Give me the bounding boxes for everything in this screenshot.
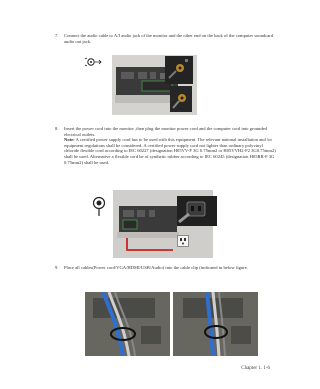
step-number: 9.: [55, 265, 59, 270]
audio-jack-detail-photo-2: [170, 86, 192, 112]
note-text: A certified power supply cord has to be used with this equipment. The relevant national installation and /or equipment regulations shall be considered. A certified power supply cord not lighter than ordinary polyvinyl chloride flexible cord according to IEC 60227 (designation H05VV-F 3G 0.75mm2 or H05VVH2-F2 3G0.75mm2) shall be used. Alternative a flexible cord be of synthetic rubber according to IEC 60245 (designation H05RR-F 3G 0.75mm2) shall be used.: [64, 137, 276, 165]
step-9: [55, 265, 276, 271]
wall-outlet-icon: [177, 235, 189, 247]
step-text: Place all cables(Power cord/VGA/HDMI/USB/Audio) into the cable clip (indicated in below figure.: [64, 265, 248, 270]
page-footer: Chapter 1. 1-6: [241, 366, 270, 371]
step-8: [55, 126, 276, 165]
step-7: [55, 33, 276, 44]
cable-clip-photo-1: [85, 292, 170, 356]
note-label: Note:: [64, 137, 75, 143]
step-number: 8.: [55, 126, 59, 131]
power-socket-detail-photo: [177, 196, 217, 226]
step-text: Insert the power cord into the monitor ,then plug the monitor power cord and the computer cord into grounded electrical outlets.: [64, 126, 267, 137]
step-number: 7.: [55, 33, 59, 38]
step-text: Connect the audio cable to A/I audio jack of the monitor and the other end on the back of the computer soundcard audio out jack.: [64, 33, 274, 44]
headphone-plug-icon: [84, 56, 106, 68]
cable-clip-photo-2: [173, 292, 258, 356]
note-paragraph: [64, 137, 276, 165]
power-plug-icon: [91, 196, 107, 218]
audio-jack-detail-photo-1: [165, 56, 193, 84]
